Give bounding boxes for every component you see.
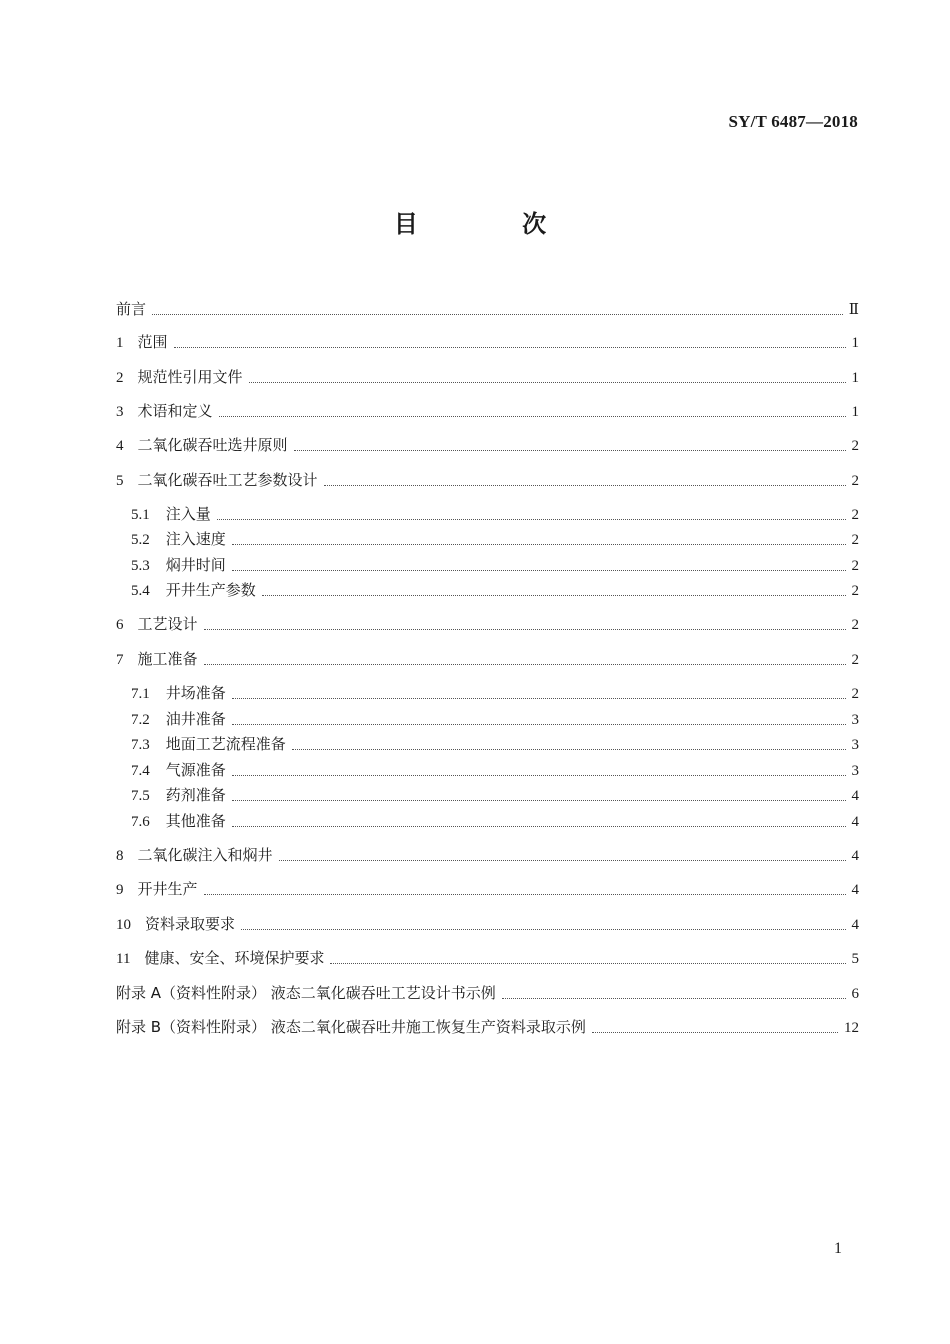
toc-entry-page: 4 xyxy=(851,814,859,830)
toc-entry-number: 11 xyxy=(116,951,131,967)
toc-entry-number: 7.6 xyxy=(131,814,150,830)
toc-entry-title: 地面工艺流程准备 xyxy=(165,735,286,753)
toc-entry-title: 资料录取要求 xyxy=(145,915,236,933)
toc-entry-leader-dots xyxy=(217,519,846,520)
toc-entry-number: 1 xyxy=(116,335,124,351)
toc-entry-page: 2 xyxy=(851,558,859,574)
toc-entry-number: 9 xyxy=(116,882,124,898)
toc-entry-title: 施工准备 xyxy=(137,650,198,668)
toc-entry-page: 4 xyxy=(851,882,859,898)
toc-entry-leader-dots xyxy=(204,629,846,630)
toc-entry-number: 2 xyxy=(116,370,124,386)
toc-entry-title: 注入量 xyxy=(165,505,211,523)
toc-entry-number: 7 xyxy=(116,652,124,668)
toc-entry-page: 5 xyxy=(851,951,859,967)
toc-entry[interactable] xyxy=(131,733,859,755)
toc-entry-number: 4 xyxy=(116,438,124,454)
toc-entry-page: 3 xyxy=(851,737,859,753)
toc-entry-leader-dots xyxy=(232,544,846,545)
toc-entry-page: 2 xyxy=(851,473,859,489)
toc-entry-number: 7.1 xyxy=(131,686,150,702)
toc-entry-leader-dots xyxy=(330,963,845,964)
toc-entry-title: 开井生产参数 xyxy=(165,581,256,599)
toc-entry-number: 7.5 xyxy=(131,788,150,804)
toc-entry-leader-dots xyxy=(232,800,846,801)
toc-entry[interactable] xyxy=(131,528,859,550)
toc-entry-leader-dots xyxy=(174,347,846,348)
toc-entry-leader-dots xyxy=(232,698,846,699)
toc-entry[interactable] xyxy=(116,947,859,969)
toc-entry-page: 6 xyxy=(851,986,859,1002)
toc-entry-leader-dots xyxy=(592,1032,838,1033)
toc-entry-number: 8 xyxy=(116,848,124,864)
toc-entry[interactable] xyxy=(131,554,859,576)
toc-entry-title: 焖井时间 xyxy=(165,556,226,574)
toc-entry-leader-dots xyxy=(502,998,846,999)
toc-entry[interactable] xyxy=(116,400,859,422)
toc-entry-page: 3 xyxy=(851,763,859,779)
toc-entry-leader-dots xyxy=(232,826,846,827)
toc-entry[interactable] xyxy=(131,759,859,781)
toc-entry-title: 术语和定义 xyxy=(137,402,213,420)
toc-entry-leader-dots xyxy=(294,450,846,451)
toc-entry[interactable] xyxy=(116,982,859,1004)
toc-entry-leader-dots xyxy=(249,382,846,383)
toc-entry[interactable] xyxy=(116,648,859,670)
toc-entry[interactable] xyxy=(116,469,859,491)
toc-entry-number: 6 xyxy=(116,617,124,633)
toc-entry-title: 附录 B（资料性附录） 液态二氧化碳吞吐井施工恢复生产资料录取示例 xyxy=(116,1018,586,1036)
toc-entry[interactable] xyxy=(116,434,859,456)
toc-entry-page: 12 xyxy=(844,1020,859,1036)
toc-entry-page: 2 xyxy=(851,652,859,668)
toc-entry-title: 二氧化碳吞吐工艺参数设计 xyxy=(137,471,318,489)
toc-entry[interactable] xyxy=(131,708,859,730)
toc-entry-page: 2 xyxy=(851,617,859,633)
toc-entry-leader-dots xyxy=(219,416,846,417)
toc-entry[interactable] xyxy=(116,366,859,388)
toc-entry-leader-dots xyxy=(262,595,846,596)
standard-code: SY/T 6487—2018 xyxy=(728,112,858,131)
toc-entry-title: 注入速度 xyxy=(165,530,226,548)
toc-entry-leader-dots xyxy=(292,749,846,750)
toc-entry[interactable] xyxy=(116,844,859,866)
toc-entry-page: 1 xyxy=(851,370,859,386)
toc-entry-title: 开井生产 xyxy=(137,880,198,898)
toc-entry-number: 3 xyxy=(116,404,124,420)
toc-entry-title: 气源准备 xyxy=(165,761,226,779)
toc-entry-leader-dots xyxy=(232,724,846,725)
toc-title: 目 次 xyxy=(393,210,595,238)
toc-entry[interactable] xyxy=(131,579,859,601)
toc-entry-title: 前言 xyxy=(116,300,147,318)
toc-entry-leader-dots xyxy=(232,775,846,776)
toc-entry-title: 附录 A（资料性附录） 液态二氧化碳吞吐工艺设计书示例 xyxy=(116,984,496,1002)
toc-entry[interactable] xyxy=(131,810,859,832)
toc-entry-page: 2 xyxy=(851,532,859,548)
toc-entry-leader-dots xyxy=(232,570,846,571)
page-number: 1 xyxy=(834,1240,842,1257)
toc-entry-number: 10 xyxy=(116,917,131,933)
toc-entry-page: 1 xyxy=(851,335,859,351)
toc-entry-leader-dots xyxy=(204,894,846,895)
toc-entry-title: 药剂准备 xyxy=(165,786,226,804)
toc-entry-number: 5.2 xyxy=(131,532,150,548)
toc-entry-leader-dots xyxy=(152,314,843,315)
toc-entry[interactable] xyxy=(116,298,859,320)
toc-entry-leader-dots xyxy=(204,664,846,665)
toc-entry-title: 健康、安全、环境保护要求 xyxy=(144,949,325,967)
toc-entry-page: Ⅱ xyxy=(848,302,859,318)
toc-entry-title: 其他准备 xyxy=(165,812,226,830)
toc-entry-title: 范围 xyxy=(137,333,168,351)
toc-entry-number: 7.3 xyxy=(131,737,150,753)
toc-entry-number: 5.3 xyxy=(131,558,150,574)
toc-entry-title: 二氧化碳吞吐选井原则 xyxy=(137,436,288,454)
toc-entry-number: 7.4 xyxy=(131,763,150,779)
toc-entry[interactable] xyxy=(131,503,859,525)
toc-entry-page: 4 xyxy=(851,917,859,933)
toc-entry[interactable] xyxy=(116,878,859,900)
toc-entry-number: 5.4 xyxy=(131,583,150,599)
toc-entry[interactable] xyxy=(131,682,859,704)
toc-entry[interactable] xyxy=(116,1016,859,1038)
toc-entry-number: 5 xyxy=(116,473,124,489)
toc-entry[interactable] xyxy=(116,331,859,353)
toc-entry-leader-dots xyxy=(279,860,846,861)
toc-entry-page: 2 xyxy=(851,438,859,454)
toc-entry-title: 工艺设计 xyxy=(137,615,198,633)
toc-entry-page: 4 xyxy=(851,788,859,804)
toc-entry-page: 1 xyxy=(851,404,859,420)
toc-entry-page: 2 xyxy=(851,507,859,523)
toc-entry[interactable] xyxy=(116,913,859,935)
toc-entry-number: 7.2 xyxy=(131,712,150,728)
toc-entry-title: 井场准备 xyxy=(165,684,226,702)
toc-entry-title: 二氧化碳注入和焖井 xyxy=(137,846,273,864)
toc-entry-page: 2 xyxy=(851,686,859,702)
toc-entry-page: 2 xyxy=(851,583,859,599)
toc-entry-title: 规范性引用文件 xyxy=(137,368,243,386)
toc-entry[interactable] xyxy=(116,613,859,635)
toc-entry-leader-dots xyxy=(241,929,845,930)
toc-entry-leader-dots xyxy=(324,485,846,486)
toc-entry-page: 4 xyxy=(851,848,859,864)
toc-entry-number: 5.1 xyxy=(131,507,150,523)
toc-entry-title: 油井准备 xyxy=(165,710,226,728)
toc-entry[interactable] xyxy=(131,784,859,806)
toc-entry-page: 3 xyxy=(851,712,859,728)
